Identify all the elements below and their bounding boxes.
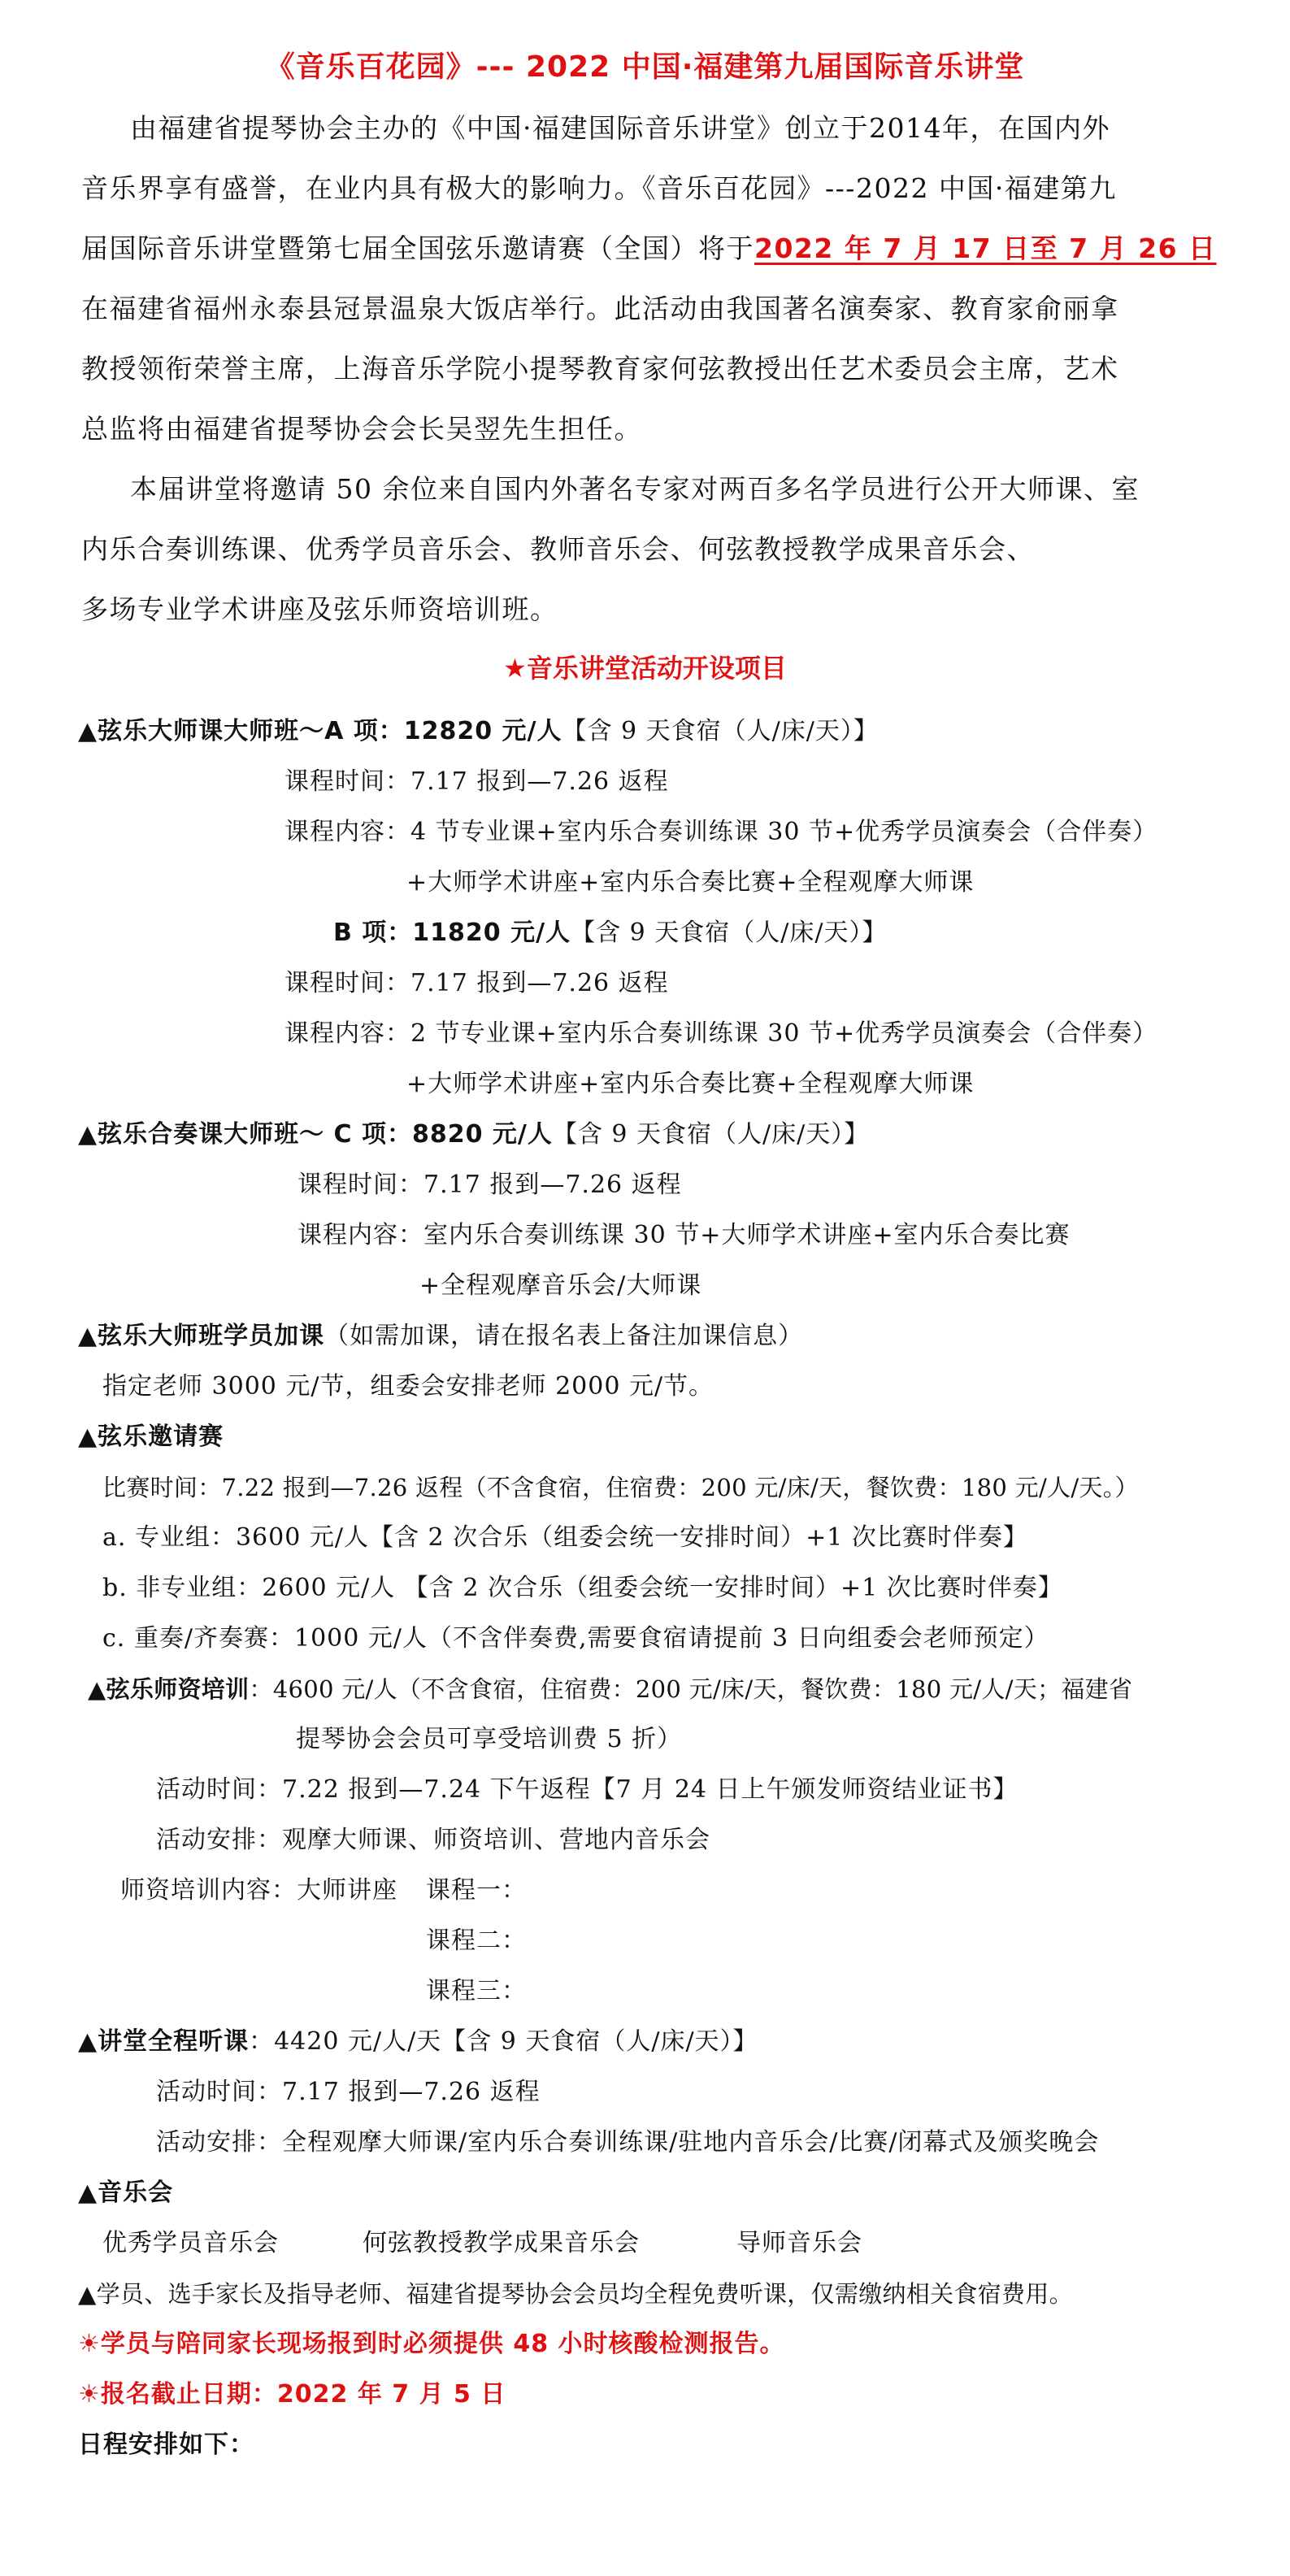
item-c-heading	[78, 1119, 869, 1151]
course-1: 课程一：	[426, 1876, 527, 1905]
audit-heading	[78, 2026, 758, 2058]
extra-note: （如需加课，请在报名表上备注加课信息）	[324, 1322, 804, 1350]
item-b-food: 【含 9 天食宿（人/床/天）】	[571, 919, 888, 947]
extra-title: 弦乐大师班学员加课	[98, 1322, 325, 1350]
item-b-content-1: 课程内容：2 节专业课+室内乐合奏训练课 30 节+优秀学员演奏会（合伴奏）	[284, 1019, 1158, 1048]
intro-line-5: 教授领衔荣誉主席，上海音乐学院小提琴教育家何弦教授出任艺术委员会主席，艺术	[81, 353, 1119, 384]
intro-line-2: 音乐界享有盛誉，在业内具有极大的影响力。《音乐百花园》---2022 中国·福建第九	[81, 172, 1117, 204]
item-c-time: 课程时间：7.17 报到—7.26 返程	[298, 1171, 682, 1199]
triangle-icon: ▲	[78, 2179, 98, 2207]
audit-time: 活动时间：7.17 报到—7.26 返程	[156, 2078, 541, 2106]
item-a-time: 课程时间：7.17 报到—7.26 返程	[284, 767, 669, 796]
section-title: ★音乐讲堂活动开设项目	[503, 653, 787, 684]
item-c-content-2: +全程观摩音乐会/大师课	[419, 1271, 702, 1300]
intro-p2-line-1: 本届讲堂将邀请 50 余位来自国内外著名专家对两百多名学员进行公开大师课、室	[130, 473, 1140, 505]
contest-heading	[78, 1421, 224, 1453]
item-a-content-2: +大师学术讲座+室内乐合奏比赛+全程观摩大师课	[406, 868, 975, 897]
triangle-icon: ▲	[78, 1120, 98, 1149]
schedule-heading: 日程安排如下：	[78, 2430, 254, 2459]
intro-p2-line-3: 多场专业学术讲座及弦乐师资培训班。	[81, 593, 558, 625]
contest-b: b. 非专业组：2600 元/人 【含 2 次合乐（组委会统一安排时间）+1 次比赛时伴奏】	[102, 1574, 1063, 1602]
intro-line-6: 总监将由福建省提琴协会会长吴翌先生担任。	[81, 413, 642, 445]
item-a-price: 弦乐大师课大师班～A 项：12820 元/人	[98, 717, 562, 745]
item-c-food: 【含 9 天食宿（人/床/天）】	[552, 1120, 870, 1149]
item-c-content-1: 课程内容：室内乐合奏训练课 30 节+大师学术讲座+室内乐合奏比赛	[298, 1221, 1071, 1249]
notice-covid-text: 学员与陪同家长现场报到时必须提供 48 小时核酸检测报告。	[100, 2330, 785, 2358]
notice-deadline-text: 报名截止日期：2022 年 7 月 5 日	[100, 2380, 506, 2409]
notice-deadline	[78, 2378, 506, 2411]
event-date: 2022 年 7 月 17 日至 7 月 26 日	[754, 232, 1217, 264]
teacher-title: 弦乐师资培训	[106, 1675, 250, 1703]
course-3: 课程三：	[426, 1977, 527, 2005]
audit-fee: ：4420 元/人/天【含 9 天食宿（人/床/天）】	[249, 2027, 758, 2056]
triangle-icon: ▲	[78, 2280, 97, 2308]
item-b-time: 课程时间：7.17 报到—7.26 返程	[284, 969, 669, 997]
intro-line-3-text: 届国际音乐讲堂暨第七届全国弦乐邀请赛（全国）将于	[81, 232, 754, 264]
contest-c: c. 重奏/齐奏赛：1000 元/人（不含伴奏费,需要食宿请提前 3 日向组委会老师预定）	[102, 1624, 1049, 1653]
item-a-food: 【含 9 天食宿（人/床/天）】	[562, 717, 879, 745]
triangle-icon: ▲	[78, 717, 98, 745]
concert-1: 优秀学员音乐会	[102, 2229, 279, 2257]
extra-fee: 指定老师 3000 元/节，组委会安排老师 2000 元/节。	[102, 1372, 714, 1401]
teacher-content-label: 师资培训内容：大师讲座	[120, 1876, 397, 1905]
item-c-price: 弦乐合奏课大师班～ C 项：8820 元/人	[98, 1120, 553, 1149]
contest-title: 弦乐邀请赛	[98, 1423, 224, 1451]
contest-time: 比赛时间：7.22 报到—7.26 返程（不含食宿，住宿费：200 元/床/天，餐饮费：180 元/人/天。）	[102, 1474, 1139, 1501]
intro-line-4: 在福建省福州永泰县冠景温泉大饭店举行。此活动由我国著名演奏家、教育家俞丽拿	[81, 293, 1119, 324]
concert-title: 音乐会	[98, 2179, 174, 2207]
teacher-plan: 活动安排：观摩大师课、师资培训、营地内音乐会	[156, 1826, 710, 1854]
free-note	[78, 2278, 1073, 2310]
audit-title: 讲堂全程听课	[98, 2027, 250, 2056]
item-a-content-1: 课程内容：4 节专业课+室内乐合奏训练课 30 节+优秀学员演奏会（合伴奏）	[284, 818, 1158, 846]
triangle-icon: ▲	[88, 1675, 106, 1703]
teacher-time: 活动时间：7.22 报到—7.24 下午返程【7 月 24 日上午颁发师资结业证书】	[156, 1775, 1019, 1804]
concert-3: 导师音乐会	[736, 2229, 862, 2257]
sun-icon: ☀	[78, 2380, 101, 2409]
intro-line-1: 由福建省提琴协会主办的《中国·福建国际音乐讲堂》创立于2014年，在国内外	[130, 112, 1110, 144]
contest-a: a. 专业组：3600 元/人【含 2 次合乐（组委会统一安排时间）+1 次比赛时伴奏】	[102, 1523, 1028, 1552]
triangle-icon: ▲	[78, 1322, 98, 1350]
intro-p2-line-2: 内乐合奏训练课、优秀学员音乐会、教师音乐会、何弦教授教学成果音乐会、	[81, 533, 1035, 565]
item-b-content-2: +大师学术讲座+室内乐合奏比赛+全程观摩大师课	[406, 1070, 975, 1098]
concert-heading	[78, 2177, 173, 2209]
free-note-text: 学员、选手家长及指导老师、福建省提琴协会会员均全程免费听课，仅需缴纳相关食宿费用。	[96, 2280, 1073, 2308]
intro-line-3	[81, 231, 1217, 267]
document-title: 《音乐百花园》--- 2022 中国·福建第九届国际音乐讲堂	[265, 50, 1025, 84]
teacher-fee-2: 提琴协会会员可享受培训费 5 折）	[296, 1725, 683, 1753]
notice-covid	[78, 2328, 785, 2361]
course-2: 课程二：	[426, 1927, 527, 1955]
item-b-heading	[333, 917, 887, 949]
item-b-price: B 项：11820 元/人	[333, 919, 571, 947]
sun-icon: ☀	[78, 2330, 101, 2358]
audit-plan: 活动安排：全程观摩大师课/室内乐合奏训练课/驻地内音乐会/比赛/闭幕式及颁奖晚会	[156, 2128, 1100, 2157]
teacher-heading	[88, 1673, 1132, 1705]
teacher-fee: ：4600 元/人（不含食宿，住宿费：200 元/床/天，餐饮费：180 元/人/天；福建省	[249, 1675, 1133, 1703]
triangle-icon: ▲	[78, 1423, 98, 1451]
concert-2: 何弦教授教学成果音乐会	[363, 2229, 640, 2257]
extra-heading	[78, 1320, 803, 1353]
triangle-icon: ▲	[78, 2027, 98, 2056]
item-a-heading	[78, 715, 879, 748]
